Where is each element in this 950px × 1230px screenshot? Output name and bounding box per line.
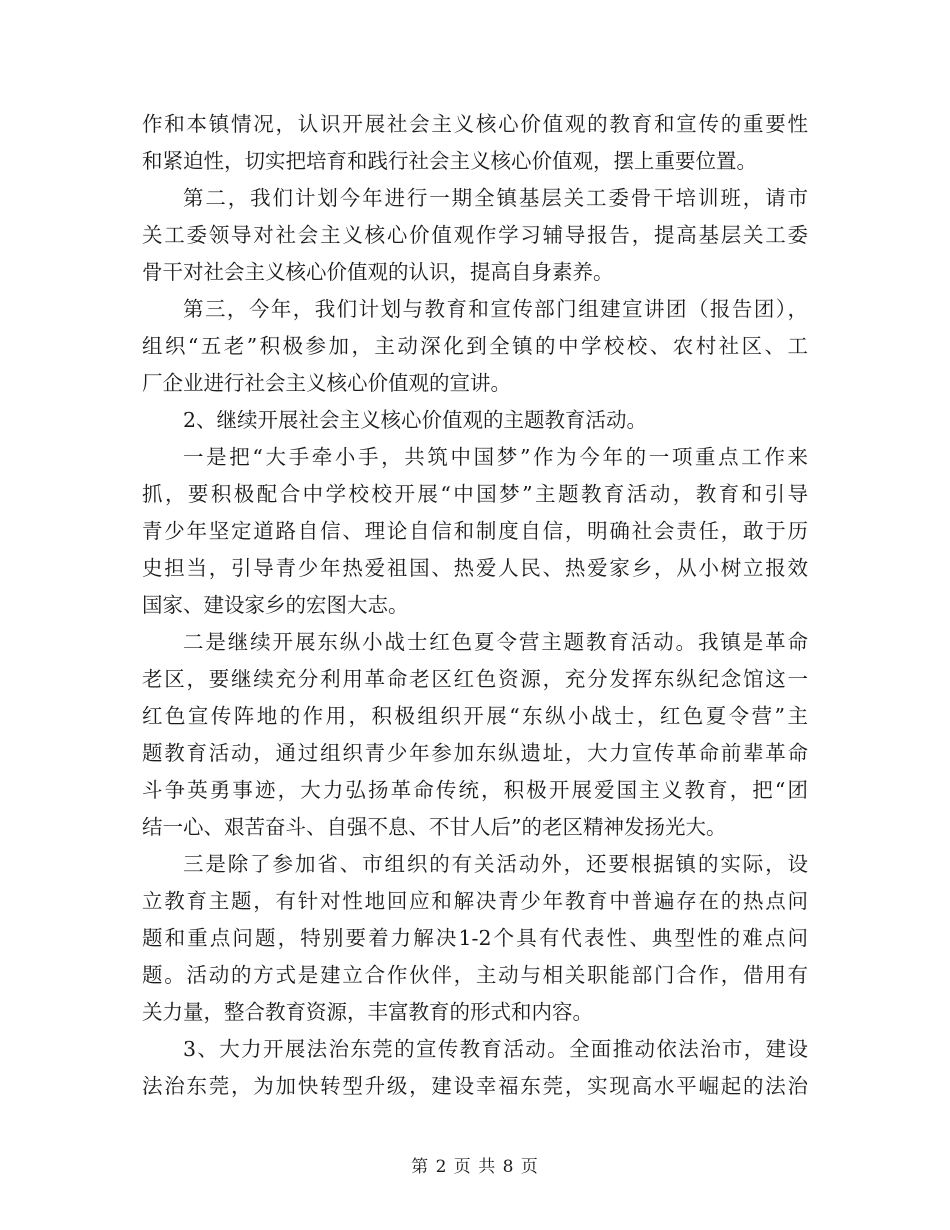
text-line: 立教育主题，有针对性地回应和解决青少年教育中普遍存在的热点问 xyxy=(142,889,808,913)
text-line: 题教育活动，通过组织青少年参加东纵遗址，大力宣传革命前辈革命 xyxy=(142,741,808,765)
text-line: 3、大力开展法治东莞的宣传教育活动。全面推动依法治市，建设 xyxy=(183,1037,808,1061)
text-line: 2、继续开展社会主义核心价值观的主题教育活动。 xyxy=(183,408,648,432)
text-line: 二是继续开展东纵小战士红色夏令营主题教育活动。我镇是革命 xyxy=(183,630,808,654)
text-line: 关工委领导对社会主义核心价值观作学习辅导报告，提高基层关工委 xyxy=(142,223,808,247)
paragraph xyxy=(142,624,808,846)
text-line: 法治东莞，为加快转型升级，建设幸福东莞，实现高水平崛起的法治 xyxy=(142,1074,808,1098)
paragraph xyxy=(142,106,808,180)
text-line: 厂企业进行社会主义核心价值观的宣讲。 xyxy=(142,371,511,395)
text-line: 题和重点问题，特别要着力解决1-2个具有代表性、典型性的难点问 xyxy=(142,926,808,950)
document-body xyxy=(142,106,808,1105)
text-line: 第三，今年，我们计划与教育和宣传部门组建宣讲团（报告团）， xyxy=(183,297,808,321)
text-line: 第二，我们计划今年进行一期全镇基层关工委骨干培训班，请市 xyxy=(183,186,808,210)
text-line: 三是除了参加省、市组织的有关活动外，还要根据镇的实际，设 xyxy=(183,852,808,876)
text-line: 关力量，整合教育资源，丰富教育的形式和内容。 xyxy=(142,1000,593,1024)
text-line: 和紧迫性，切实把培育和践行社会主义核心价值观，摆上重要位置。 xyxy=(142,149,757,173)
paragraph xyxy=(142,291,808,402)
text-line: 题。活动的方式是建立合作伙伴，主动与相关职能部门合作，借用有 xyxy=(142,963,808,987)
paragraph xyxy=(142,180,808,291)
text-line: 抓，要积极配合中学校校开展“中国梦”主题教育活动，教育和引导 xyxy=(142,482,808,506)
text-line: 组织“五老”积极参加，主动深化到全镇的中学校校、农村社区、工 xyxy=(142,334,808,358)
text-line: 结一心、艰苦奋斗、自强不息、不甘人后”的老区精神发扬光大。 xyxy=(142,815,727,839)
text-line: 骨干对社会主义核心价值观的认识，提高自身素养。 xyxy=(142,260,614,284)
page-footer: 第 2 页 共 8 页 xyxy=(411,1157,539,1177)
text-line: 史担当，引导青少年热爱祖国、热爱人民、热爱家乡，从小树立报效 xyxy=(142,556,808,580)
text-line: 作和本镇情况，认识开展社会主义核心价值观的教育和宣传的重要性 xyxy=(142,112,808,136)
text-line: 青少年坚定道路自信、理论自信和制度自信，明确社会责任，敢于历 xyxy=(142,519,808,543)
paragraph xyxy=(142,846,808,1031)
paragraph xyxy=(142,1031,808,1105)
text-line: 国家、建设家乡的宏图大志。 xyxy=(142,593,409,617)
text-line: 老区，要继续充分利用革命老区红色资源，充分发挥东纵纪念馆这一 xyxy=(142,667,808,691)
text-line: 斗争英勇事迹，大力弘扬革命传统，积极开展爱国主义教育，把“团 xyxy=(142,778,808,802)
text-line: 红色宣传阵地的作用，积极组织开展“东纵小战士，红色夏令营”主 xyxy=(142,704,808,728)
text-line: 一是把“大手牵小手，共筑中国梦”作为今年的一项重点工作来 xyxy=(183,445,808,469)
paragraph xyxy=(142,402,808,439)
paragraph xyxy=(142,439,808,624)
